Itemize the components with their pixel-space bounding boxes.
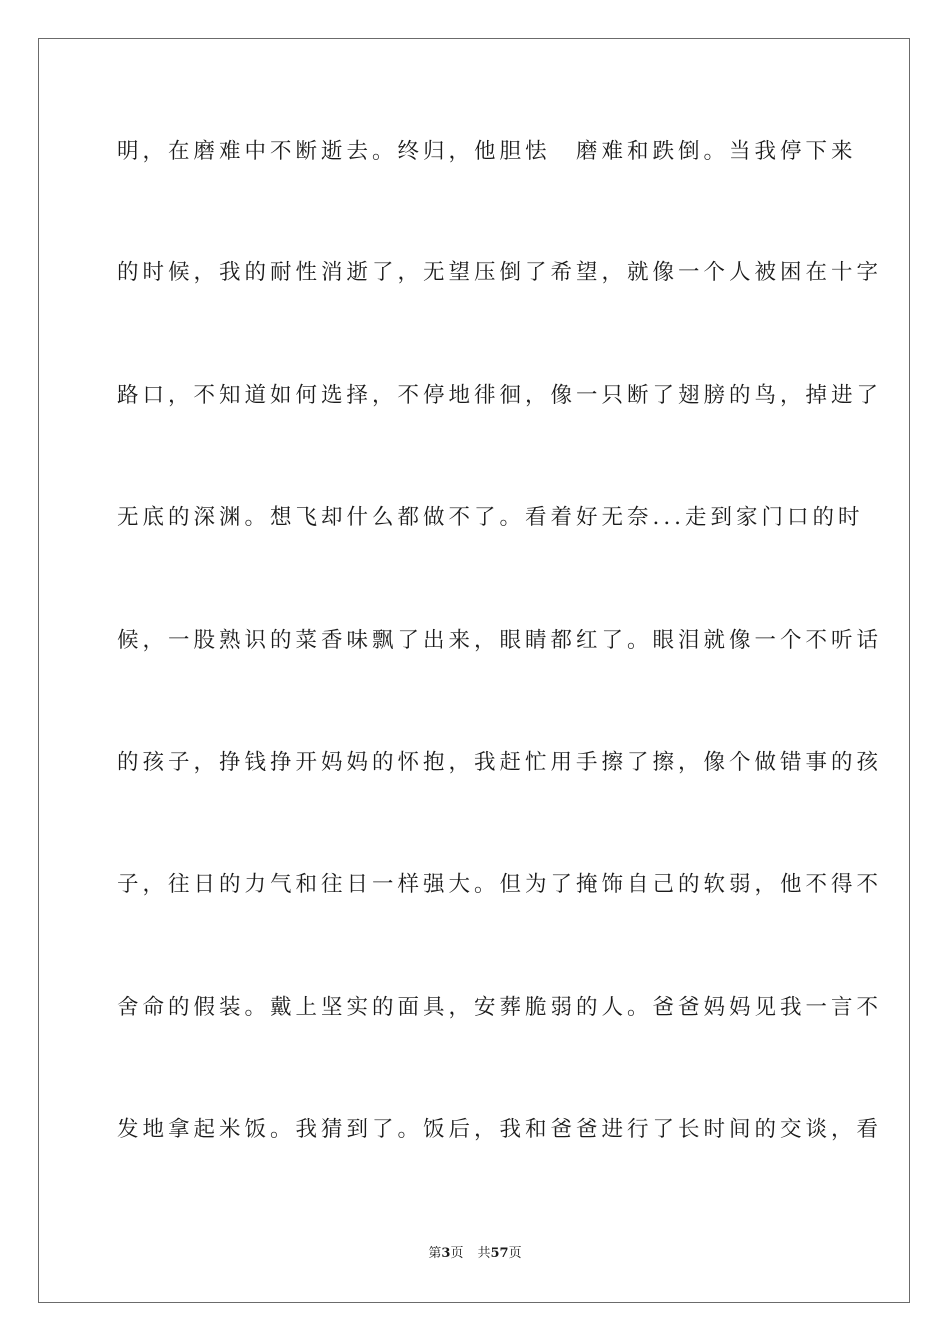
text-line-7: 子，往日的力气和往日一样强大。但为了掩饰自己的软弱，他不得不 [117, 872, 883, 897]
text-line-6: 的孩子，挣钱挣开妈妈的怀抱，我赶忙用手擦了擦，像个做错事的孩 [117, 750, 883, 775]
text-line-2: 的时候，我的耐性消逝了，无望压倒了希望，就像一个人被困在十字 [117, 260, 883, 285]
total-prefix: 共 [477, 1246, 491, 1261]
total-suffix: 页 [508, 1246, 522, 1261]
total-pages: 57 [490, 1246, 509, 1261]
text-line-1: 明，在磨难中不断逝去。终归，他胆怯 磨难和跌倒。当我停下来 [117, 139, 857, 164]
text-line-9: 发地拿起米饭。我猜到了。饭后，我和爸爸进行了长时间的交谈，看 [117, 1117, 883, 1142]
text-line-3: 路口，不知道如何选择，不停地徘徊，像一只断了翅膀的鸟，掉进了 [117, 383, 883, 408]
text-line-5: 候，一股熟识的菜香味飘了出来，眼睛都红了。眼泪就像一个不听话 [117, 628, 883, 653]
page-footer [0, 1245, 950, 1263]
text-line-4: 无底的深渊。想飞却什么都做不了。看着好无奈...走到家门口的时 [117, 505, 864, 530]
page-border [38, 38, 910, 1303]
text-line-8: 舍命的假装。戴上坚实的面具，安葬脆弱的人。爸爸妈妈见我一言不 [117, 995, 883, 1020]
page-suffix: 页 [450, 1246, 464, 1261]
page-prefix: 第 [428, 1246, 442, 1261]
page-number: 3 [441, 1246, 451, 1261]
